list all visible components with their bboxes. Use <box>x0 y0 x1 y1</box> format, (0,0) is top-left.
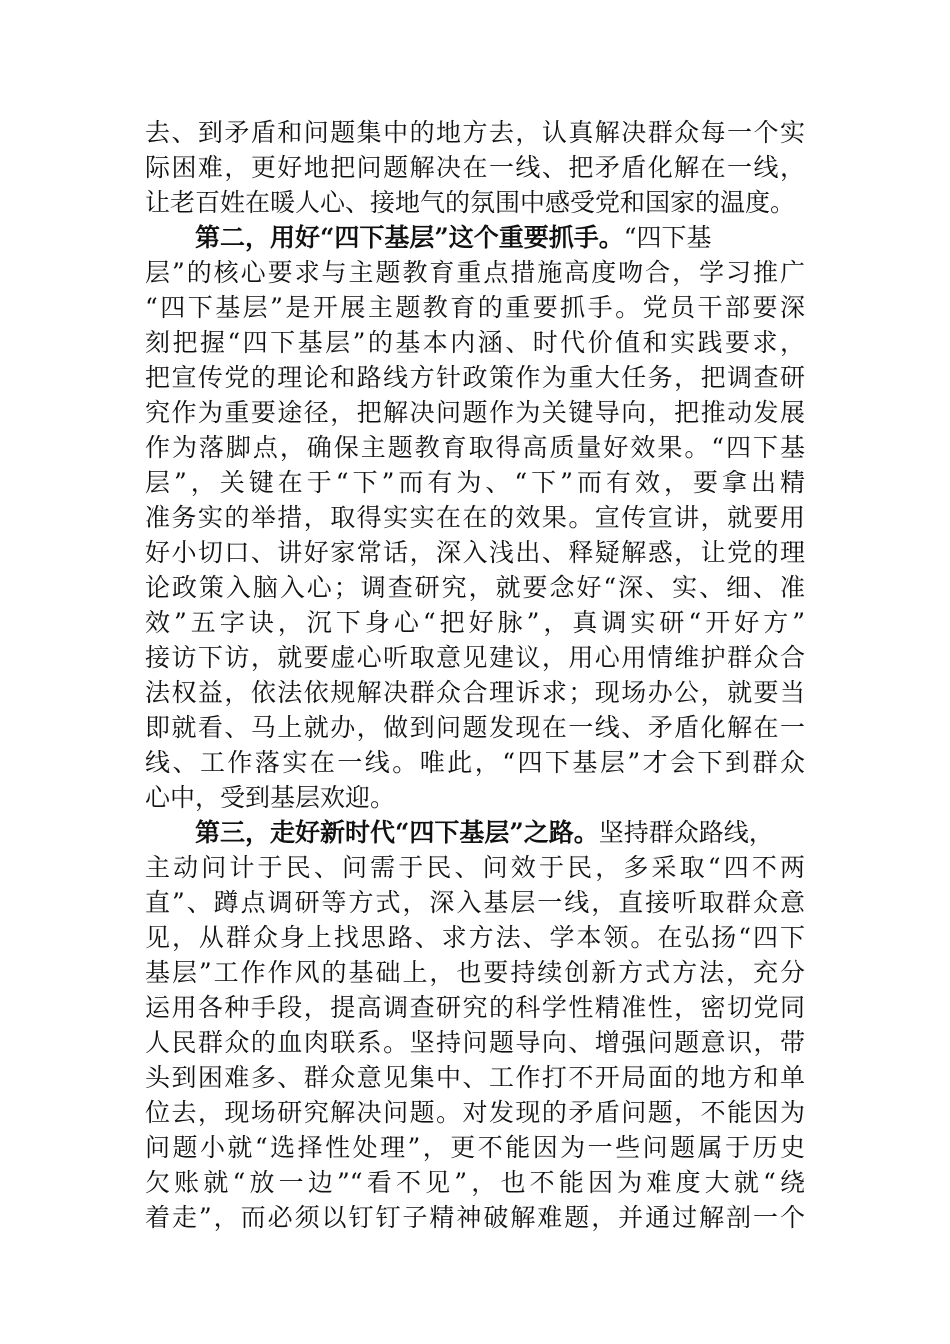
text-line: 着走”，而必须以钉钉子精神破解难题，并通过解剖一个 <box>145 1203 805 1232</box>
paragraph-heading: 第二，用好“四下基层”这个重要抓手。 <box>195 223 624 252</box>
text-run: “四下基 <box>623 223 712 252</box>
paragraph-first-line <box>145 220 805 255</box>
paragraph-1 <box>145 115 805 220</box>
text-line: 让老百姓在暖人心、接地气的氛围中感受党和国家的温度。 <box>145 188 796 217</box>
text-line: 头到困难多、群众意见集中、工作打不开局面的地方和单 <box>145 1063 805 1092</box>
paragraph-first-line <box>145 815 805 850</box>
text-line: 层”的核心要求与主题教育重点措施高度吻合，学习推广 <box>145 258 805 287</box>
text-line: 究作为重要途径，把解决问题作为关键导向，把推动发展 <box>145 398 805 427</box>
text-line: 效”五字诀，沉下身心“把好脉”，真调实研“开好方” <box>145 608 805 637</box>
paragraph-heading: 第三，走好新时代“四下基层”之路。 <box>195 818 599 847</box>
text-line: 基层”工作作风的基础上，也要持续创新方式方法，充分 <box>145 958 805 987</box>
text-line: 主动问计于民、问需于民、问效于民，多采取“四不两 <box>145 853 805 882</box>
text-line: 论政策入脑入心；调查研究，就要念好“深、实、细、准 <box>145 573 805 602</box>
text-line: 见，从群众身上找思路、求方法、学本领。在弘扬“四下 <box>145 923 805 952</box>
text-line: 准务实的举措，取得实实在在的效果。宣传宣讲，就要用 <box>145 503 805 532</box>
text-line: 法权益，依法依规解决群众合理诉求；现场办公，就要当 <box>145 678 805 707</box>
paragraph-2 <box>145 220 805 815</box>
text-line: 人民群众的血肉联系。坚持问题导向、增强问题意识，带 <box>145 1028 805 1057</box>
paragraph-3 <box>145 815 805 1235</box>
text-line: 好小切口、讲好家常话，深入浅出、释疑解惑，让党的理 <box>145 538 805 567</box>
text-line: 际困难，更好地把问题解决在一线、把矛盾化解在一线， <box>145 153 805 182</box>
text-line: 即就看、马上就办，做到问题发现在一线、矛盾化解在一 <box>145 713 805 742</box>
text-line: 接访下访，就要虚心听取意见建议，用心用情维护群众合 <box>145 643 805 672</box>
text-line: 去、到矛盾和问题集中的地方去，认真解决群众每一个实 <box>145 118 805 147</box>
text-line: 问题小就“选择性处理”，更不能因为一些问题属于历史 <box>145 1133 805 1162</box>
text-line: 直”、蹲点调研等方式，深入基层一线，直接听取群众意 <box>145 888 805 917</box>
text-line: “四下基层”是开展主题教育的重要抓手。党员干部要深 <box>145 293 805 322</box>
text-line: 位去，现场研究解决问题。对发现的矛盾问题，不能因为 <box>145 1098 805 1127</box>
text-line: 层”，关键在于“下”而有为、“下”而有效，要拿出精 <box>145 468 805 497</box>
text-line: 运用各种手段，提高调查研究的科学性精准性，密切党同 <box>145 993 805 1022</box>
text-line: 心中，受到基层欢迎。 <box>145 783 396 812</box>
document-page <box>145 115 805 1235</box>
text-line: 线、工作落实在一线。唯此，“四下基层”才会下到群众 <box>145 748 805 777</box>
text-run: 坚持群众路线， <box>598 818 774 847</box>
text-line: 刻把握“四下基层”的基本内涵、时代价值和实践要求， <box>145 328 805 357</box>
text-line: 把宣传党的理论和路线方针政策作为重大任务，把调查研 <box>145 363 805 392</box>
text-line: 欠账就“放一边”“看不见”，也不能因为难度大就“绕 <box>145 1168 805 1197</box>
text-line: 作为落脚点，确保主题教育取得高质量好效果。“四下基 <box>145 433 805 462</box>
